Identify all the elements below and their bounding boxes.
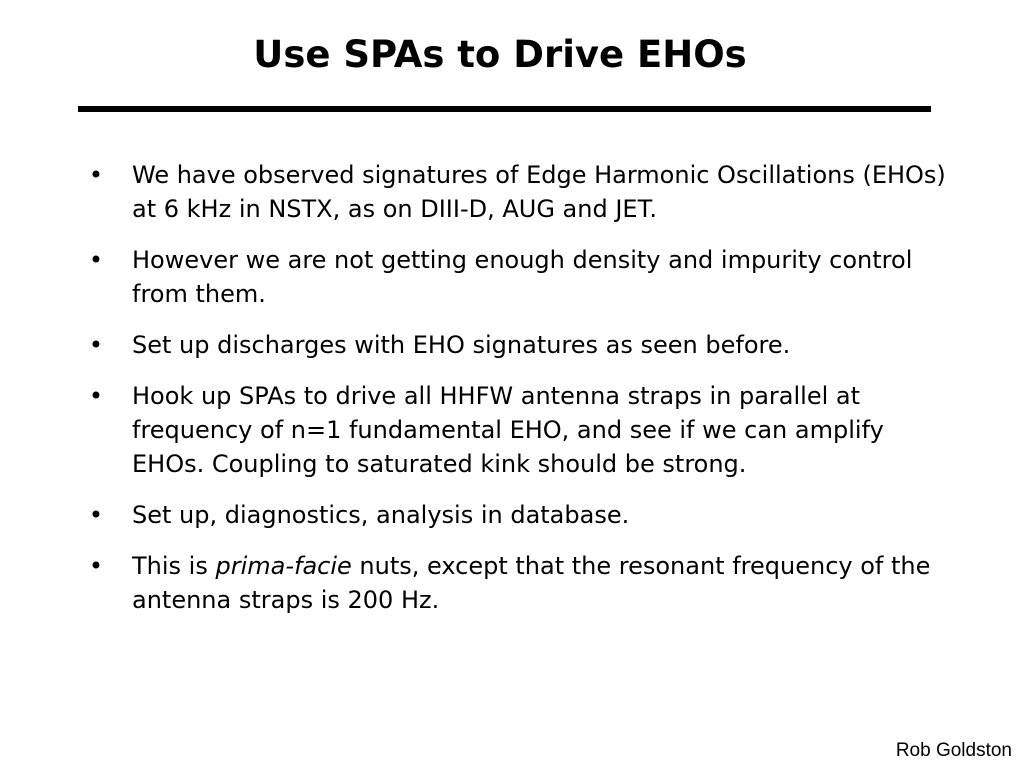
bullet-text-before: This is [132, 552, 216, 580]
title-divider [78, 106, 931, 112]
bullet-text: Set up, diagnostics, analysis in database. [132, 501, 630, 529]
bullet-icon: • [88, 552, 104, 580]
bullet-icon: • [88, 501, 104, 529]
slide-title: Use SPAs to Drive EHOs [253, 33, 747, 76]
bullet-text-after: nuts, except that the resonant frequency of the antenna straps is 200 Hz. [132, 552, 931, 614]
bullet-text: Set up discharges with EHO signatures as seen before. [132, 331, 791, 359]
bullet-item [86, 328, 946, 362]
bullet-icon: • [88, 331, 104, 359]
author-footer: Rob Goldston [895, 740, 1012, 761]
bullet-icon: • [88, 246, 104, 274]
bullet-item [86, 379, 946, 481]
bullet-icon: • [88, 382, 104, 410]
bullet-text: We have observed signatures of Edge Harmonic Oscillations (EHOs) at 6 kHz in NSTX, as on DIII-D, AUG and JET. [132, 161, 946, 223]
bullet-item [86, 243, 946, 311]
bullet-text-italic: prima-facie [215, 552, 352, 580]
bullet-text: Hook up SPAs to drive all HHFW antenna straps in parallel at frequency of n=1 fundamental EHO, and see if we can amplify EHOs. Coupling to saturated kink should be strong. [132, 382, 884, 478]
bullet-item [86, 549, 946, 617]
bullet-text: However we are not getting enough density and impurity control from them. [132, 246, 913, 308]
bullet-item [86, 158, 946, 226]
bullet-item [86, 498, 946, 532]
bullet-list [86, 158, 946, 634]
bullet-text [132, 552, 930, 614]
bullet-icon: • [88, 161, 104, 189]
